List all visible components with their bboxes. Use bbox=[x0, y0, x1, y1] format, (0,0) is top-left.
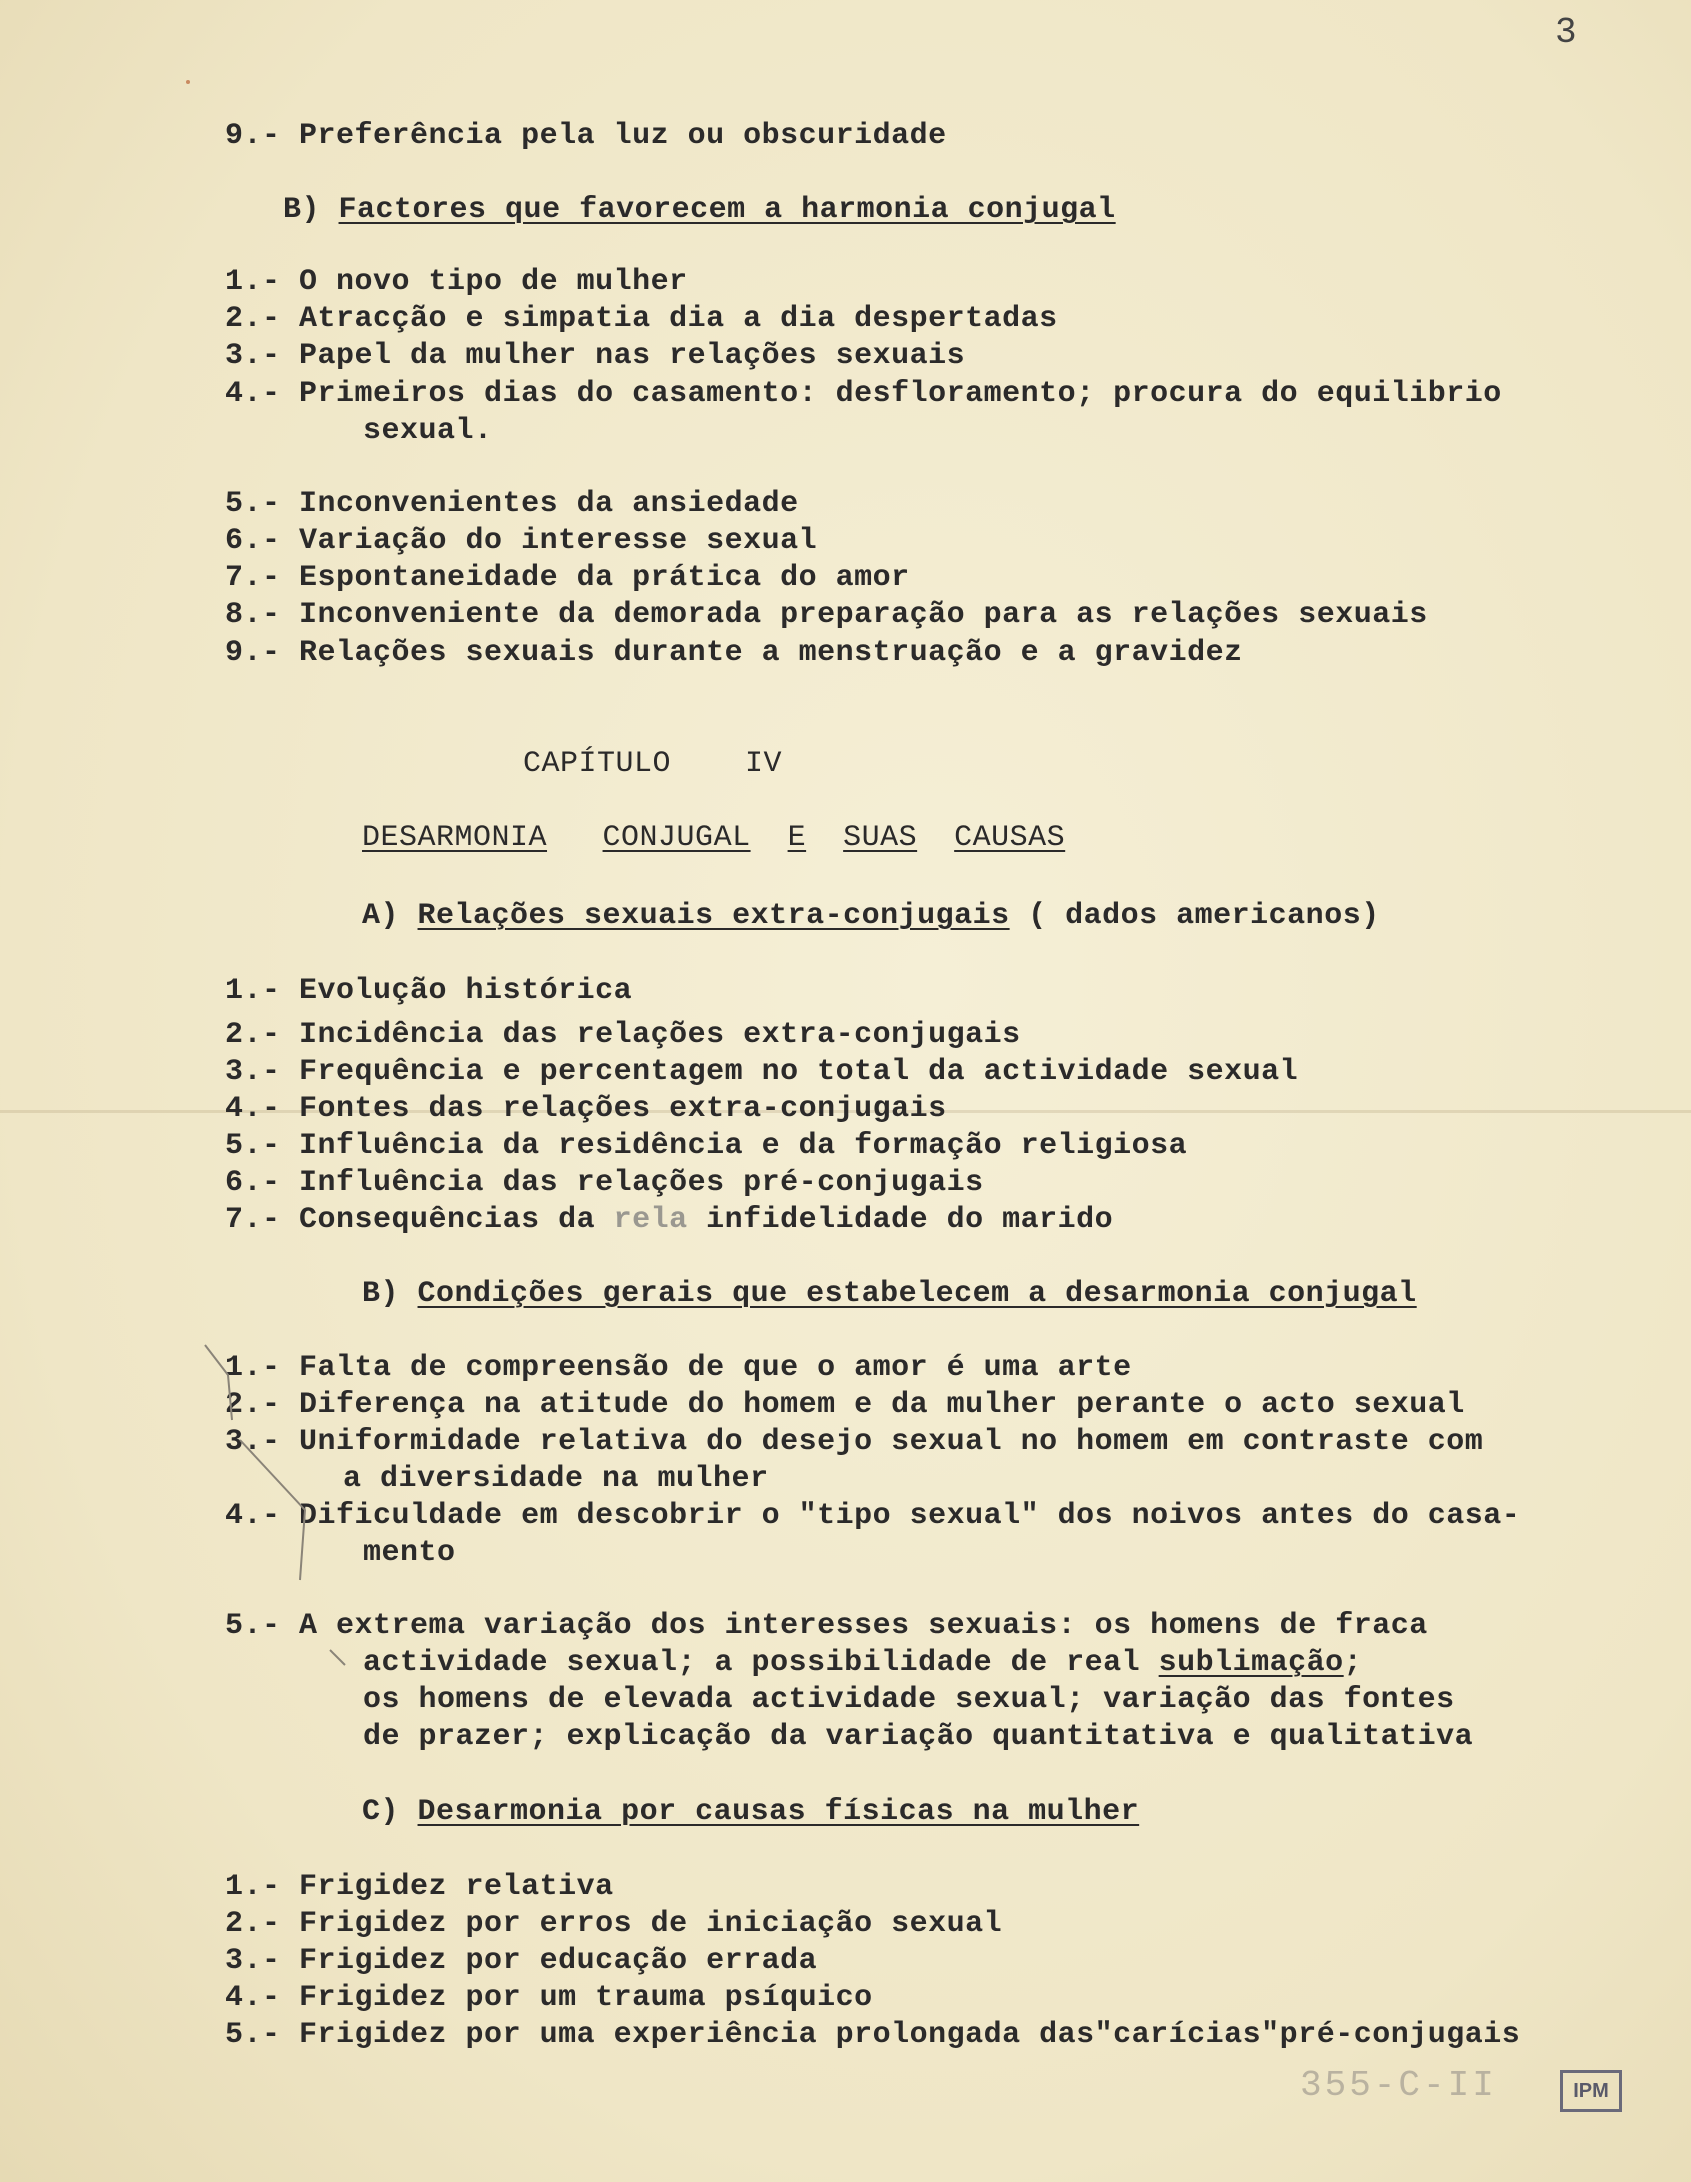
list-item: 3.- Frigidez por educação errada bbox=[225, 1944, 818, 1978]
section-heading-b2: B) Condições gerais que estabelecem a desarmonia conjugal bbox=[362, 1277, 1417, 1311]
list-item-continuation: a diversidade na mulher bbox=[343, 1462, 769, 1496]
section-heading-a: A) Relações sexuais extra-conjugais ( dados americanos) bbox=[362, 899, 1380, 933]
list-item: 2.- Incidência das relações extra-conjugais bbox=[225, 1018, 1021, 1052]
page-number: 3 bbox=[1555, 12, 1577, 53]
section-heading-c: C) Desarmonia por causas físicas na mulher bbox=[362, 1795, 1140, 1829]
archive-reference: 355-C-II bbox=[1300, 2065, 1497, 2106]
list-item: 9.- Relações sexuais durante a menstruação e a gravidez bbox=[225, 636, 1243, 670]
archive-stamp: IPM bbox=[1560, 2070, 1622, 2112]
list-item: 2.- Atracção e simpatia dia a dia despertadas bbox=[225, 302, 1058, 336]
list-item-continuation: sexual. bbox=[363, 414, 493, 448]
list-item: 2.- Frigidez por erros de iniciação sexual bbox=[225, 1907, 1003, 1941]
list-item: 5.- A extrema variação dos interesses sexuais: os homens de fraca bbox=[225, 1609, 1428, 1643]
list-item: 2.- Diferença na atitude do homem e da mulher perante o acto sexual bbox=[225, 1388, 1465, 1422]
list-item: 6.- Influência das relações pré-conjugais bbox=[225, 1166, 984, 1200]
list-item: 6.- Variação do interesse sexual bbox=[225, 524, 818, 558]
section-heading-b1: B) Factores que favorecem a harmonia conjugal bbox=[283, 193, 1116, 227]
list-item-continuation: de prazer; explicação da variação quantitativa e qualitativa bbox=[363, 1720, 1474, 1754]
list-item: 4.- Dificuldade em descobrir o "tipo sexual" dos noivos antes do casa- bbox=[225, 1499, 1521, 1533]
list-item: 8.- Inconveniente da demorada preparação para as relações sexuais bbox=[225, 598, 1428, 632]
chapter-label: CAPÍTULO IV bbox=[523, 747, 783, 781]
list-item: 5.- Inconvenientes da ansiedade bbox=[225, 487, 799, 521]
list-item: 1.- O novo tipo de mulher bbox=[225, 265, 688, 299]
list-item: 4.- Fontes das relações extra-conjugais bbox=[225, 1092, 947, 1126]
list-item: 9.- Preferência pela luz ou obscuridade bbox=[225, 119, 947, 153]
list-item: 1.- Falta de compreensão de que o amor é uma arte bbox=[225, 1351, 1132, 1385]
list-item: 5.- Frigidez por uma experiência prolongada das"carícias"pré-conjugais bbox=[225, 2018, 1521, 2052]
list-item: 1.- Frigidez relativa bbox=[225, 1870, 614, 1904]
chapter-title: DESARMONIA CONJUGAL E SUAS CAUSAS bbox=[362, 821, 1066, 855]
list-item: 3.- Papel da mulher nas relações sexuais bbox=[225, 339, 966, 373]
list-item: 5.- Influência da residência e da formação religiosa bbox=[225, 1129, 1188, 1163]
list-item-continuation: actividade sexual; a possibilidade de real sublimação; bbox=[363, 1646, 1363, 1680]
list-item: 4.- Primeiros dias do casamento: desfloramento; procura do equilibrio bbox=[225, 377, 1502, 411]
list-item-continuation: os homens de elevada actividade sexual; variação das fontes bbox=[363, 1683, 1455, 1717]
list-item: 3.- Frequência e percentagem no total da actividade sexual bbox=[225, 1055, 1299, 1089]
list-item: 4.- Frigidez por um trauma psíquico bbox=[225, 1981, 873, 2015]
list-item: 7.- Espontaneidade da prática do amor bbox=[225, 561, 910, 595]
list-item: 1.- Evolução histórica bbox=[225, 974, 633, 1008]
list-item-continuation: mento bbox=[363, 1536, 456, 1570]
list-item: 3.- Uniformidade relativa do desejo sexual no homem em contraste com bbox=[225, 1425, 1484, 1459]
list-item: 7.- Consequências da rela infidelidade do marido bbox=[225, 1203, 1114, 1237]
